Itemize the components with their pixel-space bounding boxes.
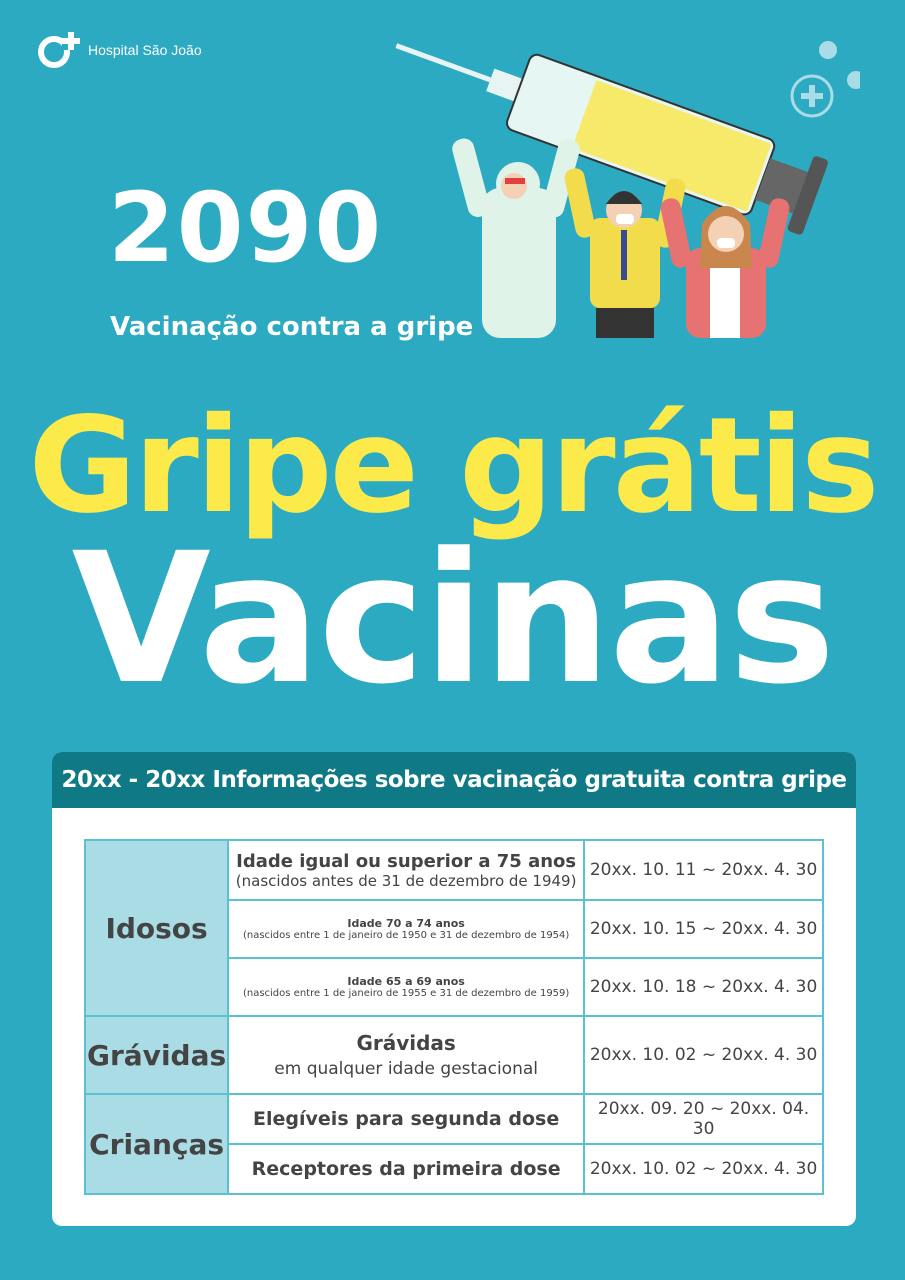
desc-cell — [228, 900, 584, 958]
row-description: Elegíveis para segunda dose — [253, 1108, 560, 1130]
row-description: Idade 70 a 74 anos — [347, 917, 465, 930]
syringe-icon — [383, 38, 829, 236]
desc-cell — [228, 1094, 584, 1144]
date-cell: 20xx. 10. 15 ~ 20xx. 4. 30 — [584, 900, 823, 958]
date-cell: 20xx. 10. 11 ~ 20xx. 4. 30 — [584, 840, 823, 900]
row-description: Receptores da primeira dose — [251, 1158, 561, 1180]
category-cell: Crianças — [85, 1094, 228, 1194]
row-subdescription: em qualquer idade gestacional — [274, 1059, 538, 1079]
row-description: Grávidas — [356, 1031, 456, 1055]
table-row — [85, 1016, 823, 1094]
date-cell: 20xx. 10. 02 ~ 20xx. 4. 30 — [584, 1016, 823, 1094]
row-description: Idade 65 a 69 anos — [347, 975, 465, 988]
health-worker-figure-icon — [450, 136, 582, 338]
headline-line1: Gripe grátis — [28, 389, 877, 543]
vaccination-schedule-table — [84, 839, 824, 1195]
desc-cell — [228, 1016, 584, 1094]
row-description: Idade igual ou superior a 75 anos — [236, 850, 577, 872]
date-cell: 20xx. 10. 02 ~ 20xx. 4. 30 — [584, 1144, 823, 1194]
hospital-cross-logo-icon — [36, 30, 80, 70]
vaccine-illustration — [360, 38, 860, 338]
brand-logo — [36, 30, 202, 70]
table-row — [85, 1094, 823, 1144]
category-cell: Idosos — [85, 840, 228, 1016]
desc-cell — [228, 840, 584, 900]
row-subdescription: (nascidos entre 1 de janeiro de 1950 e 31 de dezembro de 1954) — [242, 930, 570, 941]
headline-line2: Vacinas — [71, 515, 834, 724]
man-figure-icon — [563, 167, 687, 338]
info-card-title: 20xx - 20xx Informações sobre vacinação gratuita contra gripe — [52, 752, 856, 808]
desc-cell — [228, 1144, 584, 1194]
campaign-subtitle: Vacinação contra a gripe — [110, 312, 474, 342]
brand-name: Hospital São João — [88, 42, 202, 58]
plus-circle-icon — [792, 76, 832, 116]
date-cell: 20xx. 09. 20 ~ 20xx. 04. 30 — [584, 1094, 823, 1144]
row-subdescription: (nascidos entre 1 de janeiro de 1955 e 31 de dezembro de 1959) — [242, 988, 570, 999]
desc-cell — [228, 958, 584, 1016]
woman-figure-icon — [659, 197, 791, 338]
row-subdescription: (nascidos antes de 31 de dezembro de 1949) — [235, 871, 577, 890]
bubble-icon — [819, 41, 837, 59]
category-cell: Grávidas — [85, 1016, 228, 1094]
bubble-icon — [847, 71, 860, 89]
date-cell: 20xx. 10. 18 ~ 20xx. 4. 30 — [584, 958, 823, 1016]
table-row — [85, 840, 823, 900]
campaign-year: 2090 — [108, 172, 384, 284]
vaccination-info-card — [52, 752, 856, 1226]
